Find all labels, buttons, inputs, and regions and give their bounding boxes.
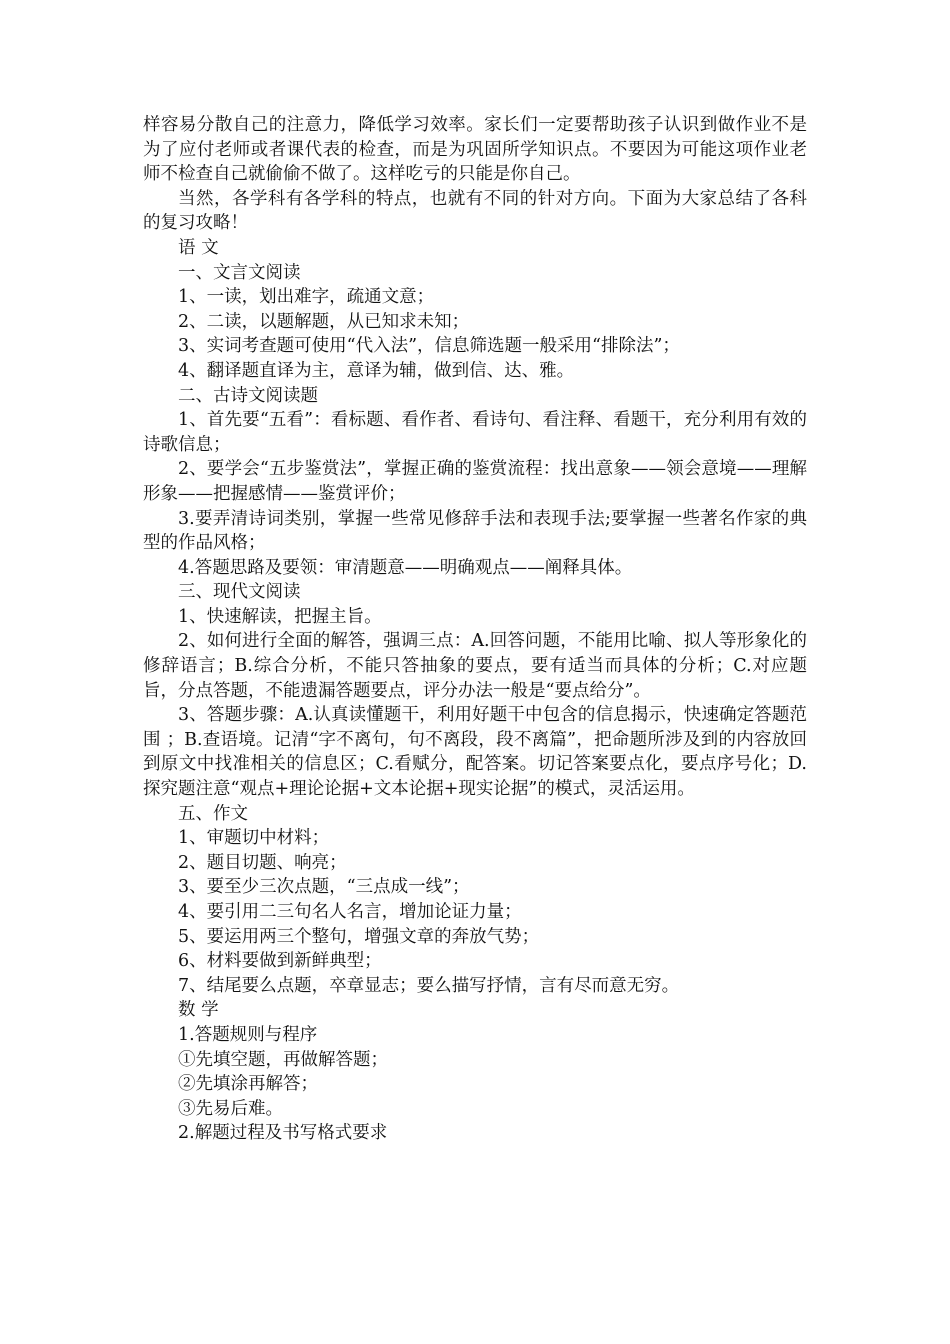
paragraph: 3、要至少三次点题，“三点成一线”；: [178, 877, 470, 898]
paragraph: 一、文言文阅读: [178, 262, 301, 283]
document-page: [143, 113, 807, 1146]
paragraph: 样容易分散自己的注意力，降低学习效率。家长们一定要帮助孩子认识到做作业不是为了应付老师或者课代表的检查，而是为巩固所学知识点。不要因为可能这项作业老师不检查自己就偷偷不做了。这样吃亏的只能是你自己。: [143, 115, 807, 185]
paragraph: 2、二读，以题解题，从已知求未知；: [178, 311, 470, 332]
paragraph: 6、材料要做到新鲜典型；: [178, 951, 382, 972]
paragraph: 当然，各学科有各学科的特点，也就有不同的针对方向。下面为大家总结了各科的复习攻略！: [143, 188, 807, 234]
paragraph: ①先填空题，再做解答题；: [178, 1049, 388, 1070]
paragraph: 3、实词考查题可使用“代入法”，信息筛选题一般采用“排除法”；: [178, 336, 680, 357]
paragraph: 1、一读，划出难字，疏通文意；: [178, 287, 435, 308]
paragraph: 二、古诗文阅读题: [178, 385, 318, 406]
paragraph: 7、结尾要么点题，卒章显志；要么描写抒情，言有尽而意无穷。: [178, 975, 680, 996]
paragraph: 2、如何进行全面的解答，强调三点：A.回答问题，不能用比喻、拟人等形象化的修辞语言；B.综合分析，不能只答抽象的要点，要有适当而具体的分析；C.对应题旨，分点答题，不能遗漏答题要点，评分办法一般是“要点给分”。: [143, 631, 807, 701]
paragraph: 4.答题思路及要领：审清题意——明确观点——阐释具体。: [178, 557, 633, 578]
paragraph: 1、审题切中材料；: [178, 828, 330, 849]
paragraph: 1.答题规则与程序: [178, 1024, 318, 1045]
paragraph: ③先易后难。: [178, 1098, 283, 1119]
paragraph: 5、要运用两三个整句，增强文章的奔放气势；: [178, 926, 540, 947]
paragraph: 4、要引用二三句名人名言，增加论证力量；: [178, 902, 522, 922]
paragraph: 3、答题步骤：A.认真读懂题干，利用好题干中包含的信息揭示，快速确定答题范围 ；B.查语境。记清“字不离句，句不离段，段不离篇”，把命题所涉及到的内容放回到原文中找准相关的信息区；C.看赋分，配答案。切记答案要点化，要点序号化；D.探究题注意“观点+理论论据+文本论据+现实论据”的模式，灵活运用。: [143, 705, 807, 800]
paragraph: 数 学: [178, 1000, 219, 1021]
paragraph: 1、快速解读，把握主旨。: [178, 606, 382, 627]
paragraph: 3.要弄清诗词类别，掌握一些常见修辞手法和表现手法;要掌握一些著名作家的典型的作品风格；: [143, 508, 807, 554]
paragraph: 4、翻译题直译为主，意译为辅，做到信、达、雅。: [178, 360, 575, 381]
paragraph: ②先填涂再解答；: [178, 1074, 318, 1095]
paragraph: 2、要学会“五步鉴赏法”，掌握正确的鉴赏流程：找出意象——领会意境——理解形象——把握感情——鉴赏评价；: [143, 459, 807, 504]
paragraph: 五、作文: [178, 803, 248, 824]
paragraph: 三、现代文阅读: [178, 582, 301, 603]
paragraph: 2.解题过程及书写格式要求: [178, 1123, 388, 1144]
paragraph: 2、题目切题、响亮；: [178, 852, 347, 873]
paragraph: 1、首先要“五看”：看标题、看作者、看诗句、看注释、看题干，充分利用有效的诗歌信息；: [143, 410, 807, 455]
paragraph: 语 文: [178, 237, 219, 258]
